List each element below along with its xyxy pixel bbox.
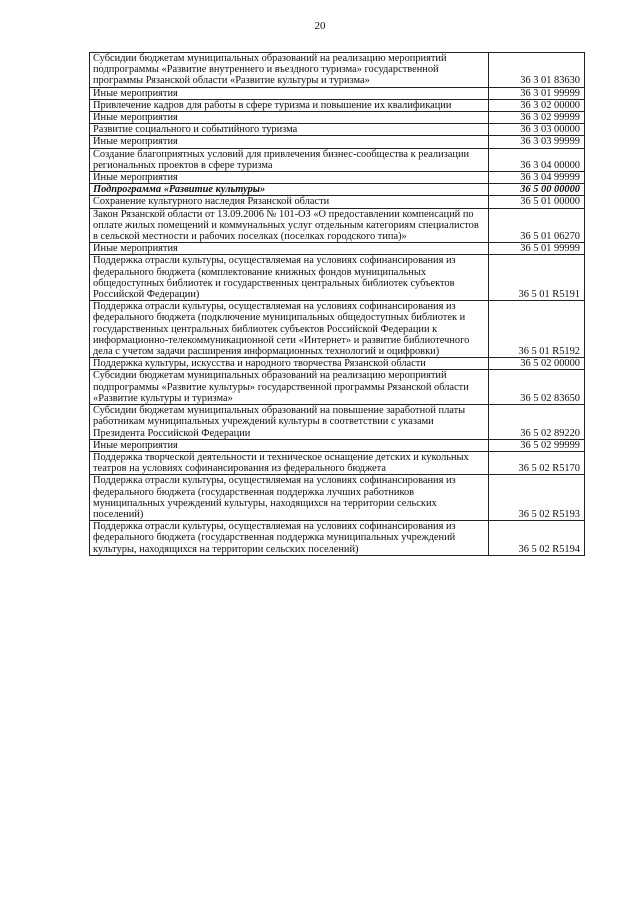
row-code: 36 5 02 R5194: [489, 521, 585, 556]
row-name: Создание благоприятных условий для привлечения бизнес-сообщества к реализации региональных проектов в сфере туризма: [90, 148, 489, 171]
table-row: [90, 87, 585, 99]
row-code: 36 5 01 R5192: [489, 301, 585, 358]
row-code: 36 5 02 89220: [489, 405, 585, 440]
row-code: 36 5 01 06270: [489, 208, 585, 243]
row-name: Иные мероприятия: [90, 136, 489, 148]
table-row: [90, 124, 585, 136]
row-code: 36 3 01 99999: [489, 87, 585, 99]
budget-classification-table: [89, 52, 585, 556]
row-name: Поддержка отрасли культуры, осуществляемая на условиях софинансирования из федерального бюджета (государственная поддержка лучших работников муниципальных учреждений культуры, находящихся на территории сельских поселений): [90, 475, 489, 521]
row-name: Поддержка отрасли культуры, осуществляемая на условиях софинансирования из федерального бюджета (подключение муниципальных общедоступных библиотек и государственных центральных библиотек субъектов Российской Федерации к информационно-телекоммуникационной сети «Интернет» и развитие библиотечного дела с учетом задачи расширения информационных технологий и оцифровки): [90, 301, 489, 358]
table-row: [90, 243, 585, 255]
row-name: Поддержка творческой деятельности и техническое оснащение детских и кукольных театров на условиях софинансирования из федерального бюджета: [90, 451, 489, 474]
row-name: Поддержка культуры, искусства и народного творчества Рязанской области: [90, 358, 489, 370]
table-row: [90, 172, 585, 184]
row-code: 36 5 00 00000: [489, 184, 585, 196]
row-name: Подпрограмма «Развитие культуры»: [90, 184, 489, 196]
row-code: 36 3 03 99999: [489, 136, 585, 148]
table-row: [90, 208, 585, 243]
table-row: [90, 112, 585, 124]
row-name: Привлечение кадров для работы в сфере туризма и повышение их квалификации: [90, 99, 489, 111]
table-row: [90, 475, 585, 521]
row-name: Иные мероприятия: [90, 172, 489, 184]
table-row: [90, 370, 585, 405]
row-name: Иные мероприятия: [90, 243, 489, 255]
table-row: [90, 99, 585, 111]
table-row: [90, 148, 585, 171]
page-number: 20: [314, 20, 326, 32]
row-name: Сохранение культурного наследия Рязанской области: [90, 196, 489, 208]
row-code: 36 5 01 R5191: [489, 255, 585, 301]
row-code: 36 3 02 00000: [489, 99, 585, 111]
row-code: 36 5 01 00000: [489, 196, 585, 208]
row-code: 36 3 03 00000: [489, 124, 585, 136]
row-name: Иные мероприятия: [90, 112, 489, 124]
table-row: [90, 53, 585, 88]
row-code: 36 3 04 00000: [489, 148, 585, 171]
row-code: 36 5 02 R5193: [489, 475, 585, 521]
table-row: [90, 184, 585, 196]
row-name: Субсидии бюджетам муниципальных образований на реализацию мероприятий подпрограммы «Развитие внутреннего и въездного туризма» государственной программы Рязанской области «Развитие культуры и туризма»: [90, 53, 489, 88]
row-name: Субсидии бюджетам муниципальных образований на реализацию мероприятий подпрограммы «Развитие культуры» государственной программы Рязанской области «Развитие культуры и туризма»: [90, 370, 489, 405]
row-code: 36 5 02 83650: [489, 370, 585, 405]
table-body: [90, 53, 585, 556]
row-name: Закон Рязанской области от 13.09.2006 № 101-ОЗ «О предоставлении компенсаций по оплате жилых помещений и коммунальных услуг отдельным категориям специалистов в сельской местности и рабочих поселках (поселках городского типа)»: [90, 208, 489, 243]
table-row: [90, 358, 585, 370]
row-name: Поддержка отрасли культуры, осуществляемая на условиях софинансирования из федерального бюджета (государственная поддержка муниципальных учреждений культуры, находящихся на территории сельских поселений): [90, 521, 489, 556]
table-row: [90, 196, 585, 208]
table-row: [90, 136, 585, 148]
row-name: Иные мероприятия: [90, 439, 489, 451]
row-name: Иные мероприятия: [90, 87, 489, 99]
table-row: [90, 451, 585, 474]
row-code: 36 5 01 99999: [489, 243, 585, 255]
row-code: 36 5 02 R5170: [489, 451, 585, 474]
table-row: [90, 439, 585, 451]
table-row: [90, 521, 585, 556]
row-name: Развитие социального и событийного туризма: [90, 124, 489, 136]
row-name: Поддержка отрасли культуры, осуществляемая на условиях софинансирования из федерального бюджета (комплектование книжных фондов муниципальных общедоступных библиотек и государственных центральных библиотек субъектов Российской Федерации): [90, 255, 489, 301]
row-code: 36 3 04 99999: [489, 172, 585, 184]
row-code: 36 3 01 83630: [489, 53, 585, 88]
table-row: [90, 405, 585, 440]
row-name: Субсидии бюджетам муниципальных образований на повышение заработной платы работникам муниципальных учреждений культуры в соответствии с указами Президента Российской Федерации: [90, 405, 489, 440]
table-row: [90, 255, 585, 301]
table-row: [90, 301, 585, 358]
row-code: 36 5 02 99999: [489, 439, 585, 451]
row-code: 36 5 02 00000: [489, 358, 585, 370]
row-code: 36 3 02 99999: [489, 112, 585, 124]
